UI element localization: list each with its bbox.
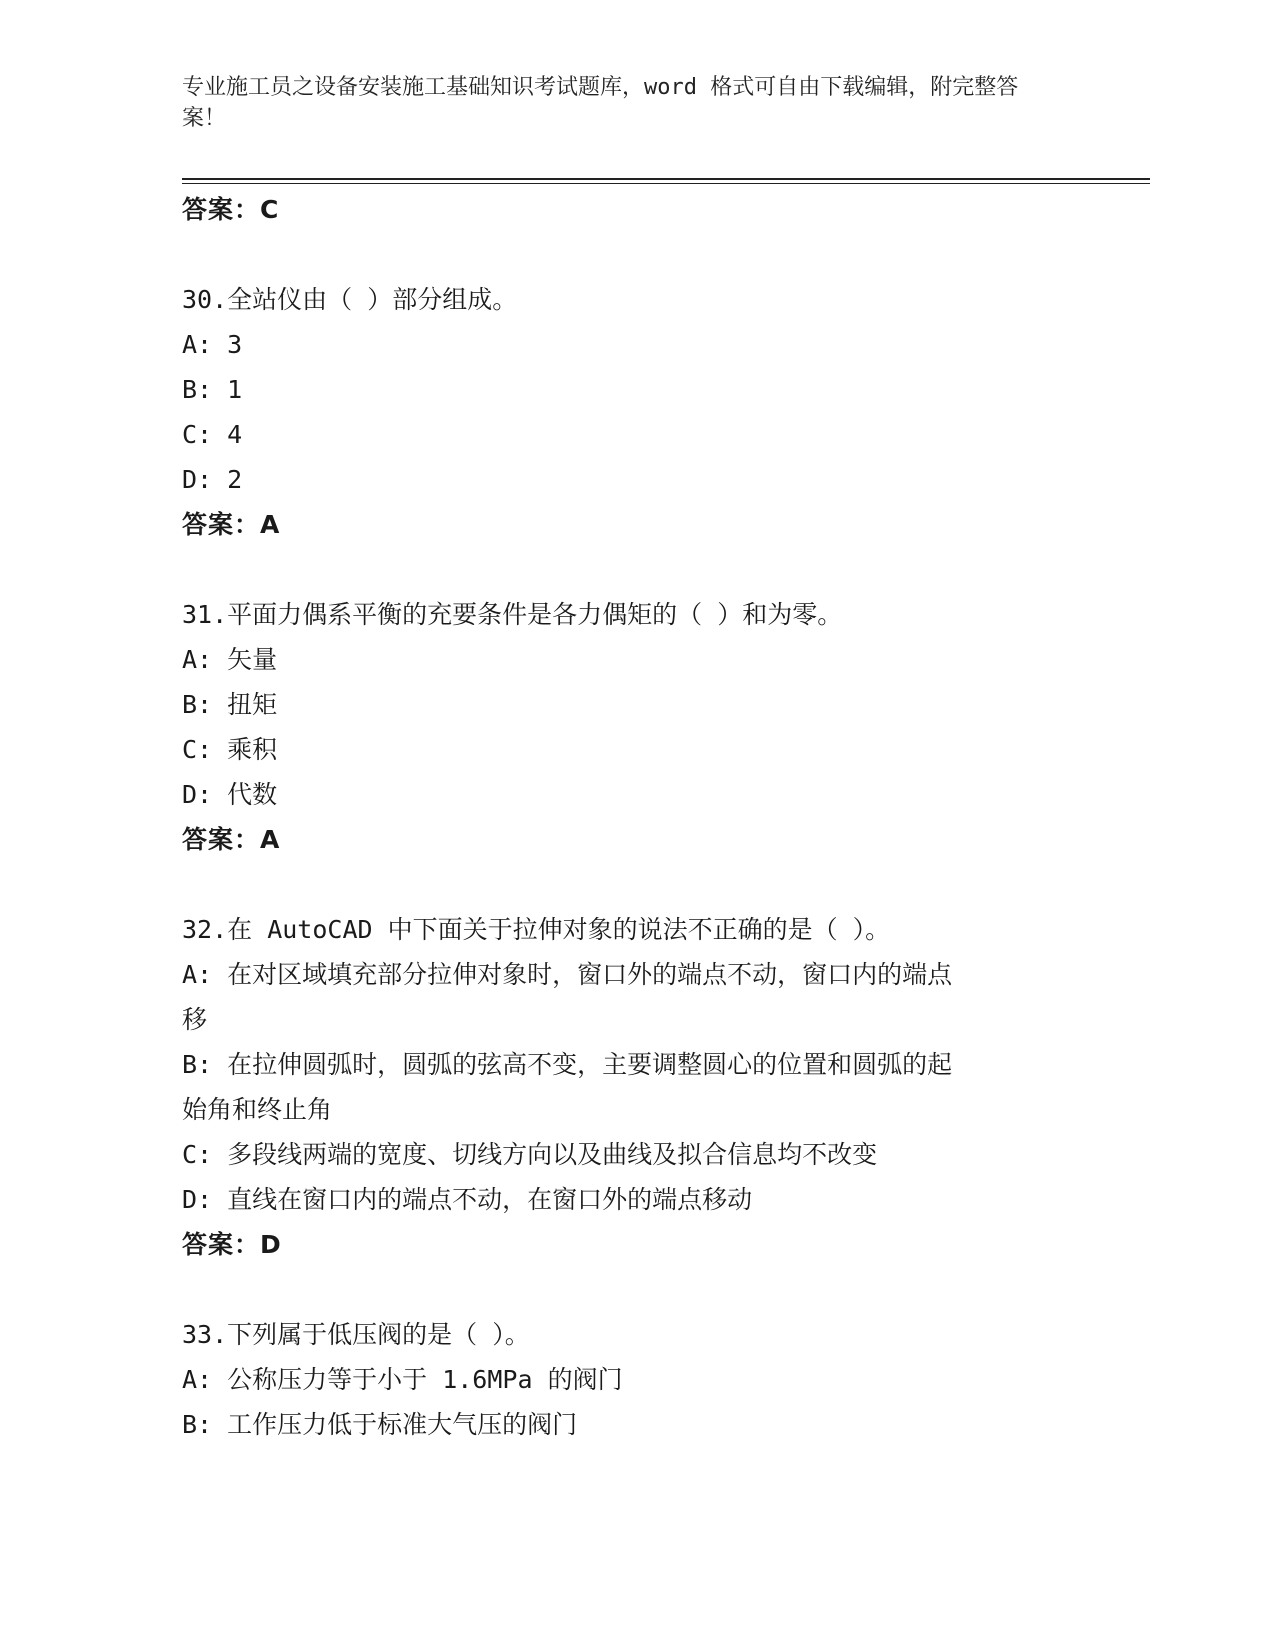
question-30-option-d: D: 2 <box>182 465 243 494</box>
question-33-option-a: A: 公称压力等于小于 1.6MPa 的阀门 <box>182 1365 623 1394</box>
header-rule-thin <box>182 183 1150 184</box>
spacer <box>182 1267 1082 1312</box>
answer-31: 答案：A <box>182 825 281 854</box>
question-30-option-b: B: 1 <box>182 375 243 404</box>
question-32-option-b-line2: 始角和终止角 <box>182 1095 333 1124</box>
question-32-option-c: C: 多段线两端的宽度、切线方向以及曲线及拟合信息均不改变 <box>182 1140 878 1169</box>
question-list <box>182 187 1082 1447</box>
question-31-stem: 31.平面力偶系平衡的充要条件是各力偶矩的（ ）和为零。 <box>182 600 843 629</box>
question-32-stem: 32.在 AutoCAD 中下面关于拉伸对象的说法不正确的是（ ）。 <box>182 915 891 944</box>
answer-29: 答案：C <box>182 195 280 224</box>
question-33-stem: 33.下列属于低压阀的是（ ）。 <box>182 1320 530 1349</box>
question-32-option-a-line2: 移 <box>182 1005 208 1034</box>
question-32-option-d: D: 直线在窗口内的端点不动，在窗口外的端点移动 <box>182 1185 753 1214</box>
question-31-option-d: D: 代数 <box>182 780 278 809</box>
question-32-option-a-line1: A: 在对区域填充部分拉伸对象时，窗口外的端点不动，窗口内的端点 <box>182 960 953 989</box>
spacer <box>182 232 1082 277</box>
header-text: 专业施工员之设备安装施工基础知识考试题库，word 格式可自由下载编辑，附完整答案！ <box>182 75 1019 131</box>
question-30-option-a: A: 3 <box>182 330 243 359</box>
question-31-option-c: C: 乘积 <box>182 735 278 764</box>
header-rule-thick <box>182 178 1150 180</box>
question-30-option-c: C: 4 <box>182 420 243 449</box>
question-32-option-b-line1: B: 在拉伸圆弧时，圆弧的弦高不变，主要调整圆心的位置和圆弧的起 <box>182 1050 953 1079</box>
question-31-option-a: A: 矢量 <box>182 645 278 674</box>
spacer <box>182 862 1082 907</box>
answer-30: 答案：A <box>182 510 281 539</box>
answer-32: 答案：D <box>182 1230 282 1259</box>
page-header <box>182 72 1062 134</box>
question-31-option-b: B: 扭矩 <box>182 690 278 719</box>
question-33-option-b: B: 工作压力低于标准大气压的阀门 <box>182 1410 578 1439</box>
spacer <box>182 547 1082 592</box>
question-30-stem: 30.全站仪由（ ）部分组成。 <box>182 285 518 314</box>
